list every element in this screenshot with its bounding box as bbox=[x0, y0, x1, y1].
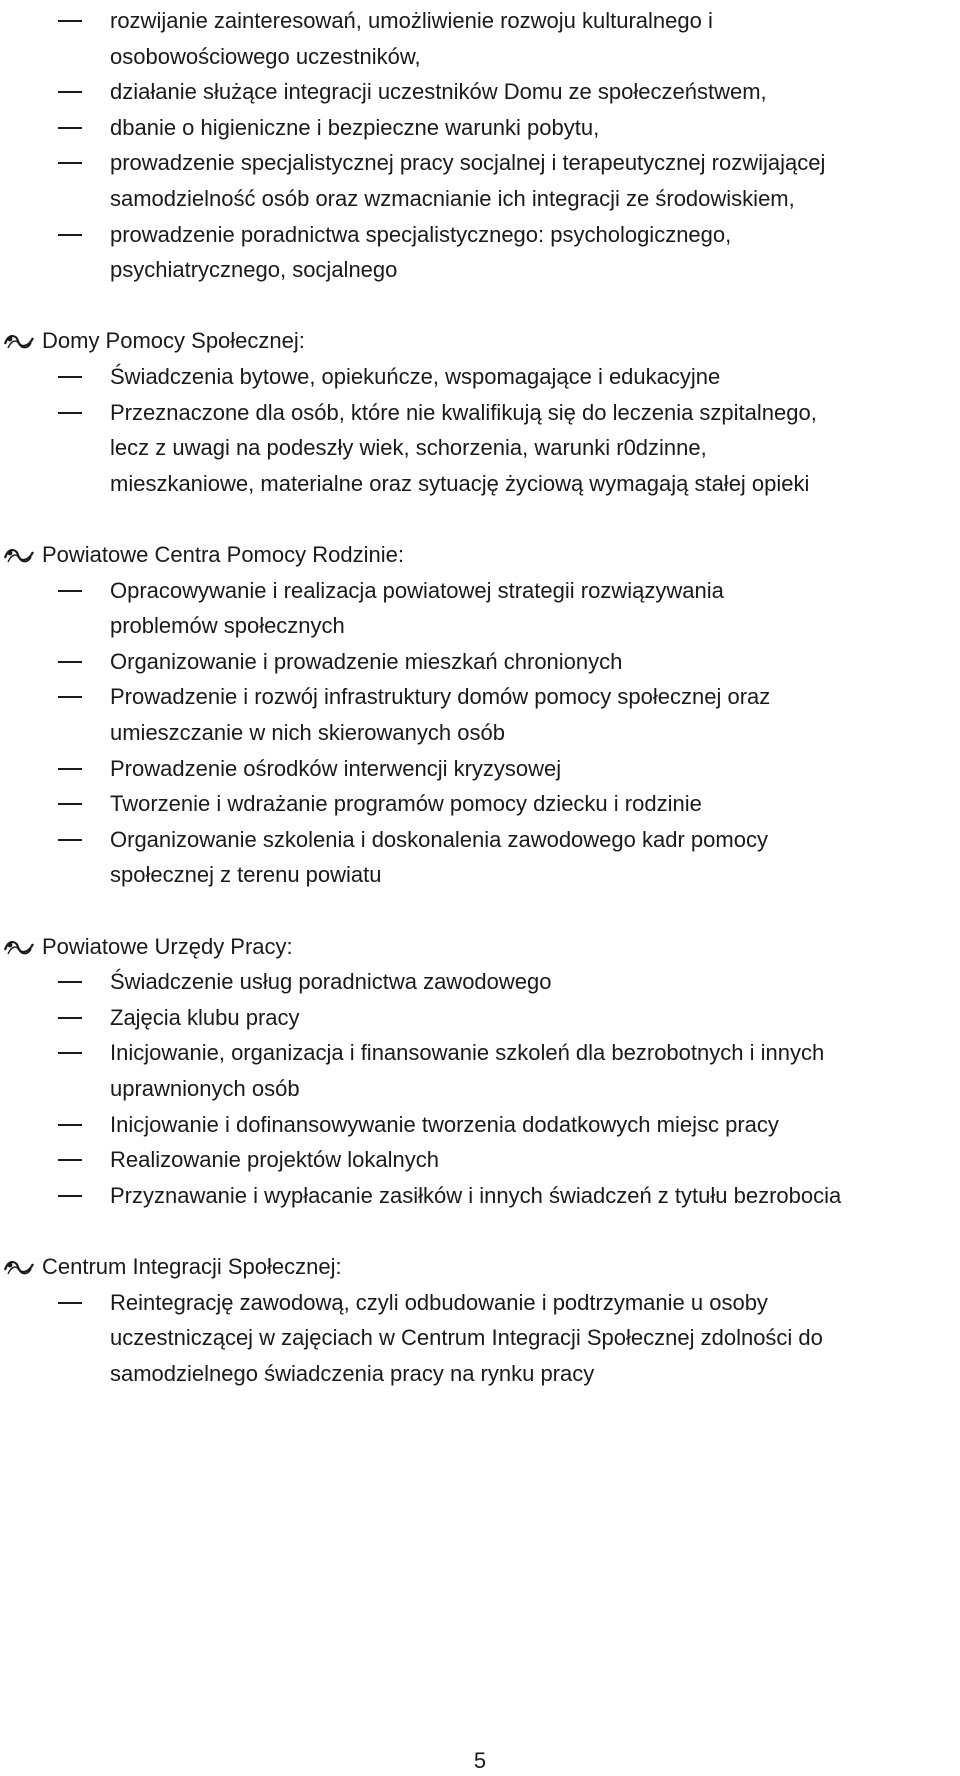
list-item-text: Przeznaczone dla osób, które nie kwalifikują się do leczenia szpitalnego, bbox=[110, 400, 817, 425]
list-dash-marker bbox=[58, 590, 82, 592]
section-title: Powiatowe Centra Pomocy Rodzinie: bbox=[42, 542, 404, 567]
list-item-line bbox=[0, 72, 960, 112]
list-dash-marker bbox=[58, 981, 82, 983]
list-item-line bbox=[0, 1176, 960, 1216]
scroll-ornament-icon bbox=[2, 330, 36, 352]
list-item-text: Inicjowanie i dofinansowywanie tworzenia dodatkowych miejsc pracy bbox=[110, 1112, 779, 1137]
list-dash-marker bbox=[58, 839, 82, 841]
list-item-line bbox=[0, 606, 960, 646]
list-dash-marker bbox=[58, 1017, 82, 1019]
section-heading bbox=[0, 535, 960, 575]
list-item-line bbox=[0, 1105, 960, 1145]
list-item-line bbox=[0, 642, 960, 682]
list-item-text: Przyznawanie i wypłacanie zasiłków i innych świadczeń z tytułu bezrobocia bbox=[110, 1183, 842, 1208]
list-dash-marker bbox=[58, 20, 82, 22]
list-item-text: prowadzenie poradnictwa specjalistycznego: psychologicznego, bbox=[110, 222, 732, 247]
list-dash-marker bbox=[58, 127, 82, 129]
list-dash-marker bbox=[58, 91, 82, 93]
scroll-ornament-icon bbox=[2, 544, 36, 566]
list-item-text: Zajęcia klubu pracy bbox=[110, 1005, 300, 1030]
list-item-line bbox=[0, 37, 960, 77]
list-dash-marker bbox=[58, 1052, 82, 1054]
list-item-line bbox=[0, 1033, 960, 1073]
list-item-continuation: społecznej z terenu powiatu bbox=[110, 862, 382, 887]
list-item-line bbox=[0, 962, 960, 1002]
list-item-text: Realizowanie projektów lokalnych bbox=[110, 1147, 439, 1172]
list-item-line bbox=[0, 713, 960, 753]
list-item-text: Prowadzenie ośrodków interwencji kryzysowej bbox=[110, 756, 562, 781]
list-item-line bbox=[0, 571, 960, 611]
list-item-line bbox=[0, 357, 960, 397]
list-item-continuation: osobowościowego uczestników, bbox=[110, 44, 421, 69]
list-dash-marker bbox=[58, 1302, 82, 1304]
list-item-continuation: samodzielnego świadczenia pracy na rynku pracy bbox=[110, 1361, 595, 1386]
list-item-continuation: uprawnionych osób bbox=[110, 1076, 300, 1101]
section-heading bbox=[0, 321, 960, 361]
list-item-continuation: psychiatrycznego, socjalnego bbox=[110, 257, 398, 282]
list-item-continuation: lecz z uwagi na podeszły wiek, schorzenia, warunki r0dzinne, bbox=[110, 435, 707, 460]
list-item-line bbox=[0, 1283, 960, 1323]
list-item-text: rozwijanie zainteresowań, umożliwienie rozwoju kulturalnego i bbox=[110, 8, 713, 33]
list-item-line bbox=[0, 250, 960, 290]
list-item-continuation: mieszkaniowe, materialne oraz sytuację życiową wymagają stałej opieki bbox=[110, 471, 810, 496]
list-item-line bbox=[0, 215, 960, 255]
list-item-text: działanie służące integracji uczestników Domu ze społeczeństwem, bbox=[110, 79, 767, 104]
list-item-continuation: umieszczanie w nich skierowanych osób bbox=[110, 720, 505, 745]
list-item-text: Świadczenie usług poradnictwa zawodowego bbox=[110, 969, 552, 994]
list-item-text: Inicjowanie, organizacja i finansowanie szkoleń dla bezrobotnych i innych bbox=[110, 1040, 825, 1065]
list-item-text: Organizowanie i prowadzenie mieszkań chronionych bbox=[110, 649, 623, 674]
list-item-line bbox=[0, 749, 960, 789]
list-dash-marker bbox=[58, 1124, 82, 1126]
list-item-line bbox=[0, 855, 960, 895]
list-item-text: dbanie o higieniczne i bezpieczne warunki pobytu, bbox=[110, 115, 600, 140]
list-dash-marker bbox=[58, 1195, 82, 1197]
section-heading bbox=[0, 1247, 960, 1287]
page-number: 5 bbox=[473, 1748, 487, 1773]
list-item-line bbox=[0, 179, 960, 219]
list-dash-marker bbox=[58, 234, 82, 236]
list-item-line bbox=[0, 998, 960, 1038]
list-dash-marker bbox=[58, 661, 82, 663]
list-item-line bbox=[0, 677, 960, 717]
list-item-line bbox=[0, 1069, 960, 1109]
list-item-text: Świadczenia bytowe, opiekuńcze, wspomagające i edukacyjne bbox=[110, 364, 721, 389]
list-item-line bbox=[0, 1354, 960, 1394]
list-item-text: Organizowanie szkolenia i doskonalenia zawodowego kadr pomocy bbox=[110, 827, 768, 852]
list-dash-marker bbox=[58, 1159, 82, 1161]
list-item-line bbox=[0, 1, 960, 41]
list-item-continuation: samodzielność osób oraz wzmacnianie ich integracji ze środowiskiem, bbox=[110, 186, 795, 211]
list-item-text: Tworzenie i wdrażanie programów pomocy dziecku i rodzinie bbox=[110, 791, 702, 816]
scroll-ornament-icon bbox=[2, 936, 36, 958]
list-item-continuation: uczestniczącej w zajęciach w Centrum Integracji Społecznej zdolności do bbox=[110, 1325, 823, 1350]
section-title: Centrum Integracji Społecznej: bbox=[42, 1254, 342, 1279]
list-dash-marker bbox=[58, 412, 82, 414]
list-item-line bbox=[0, 393, 960, 433]
list-item-line bbox=[0, 784, 960, 824]
list-item-line bbox=[0, 108, 960, 148]
list-dash-marker bbox=[58, 696, 82, 698]
list-item-line bbox=[0, 820, 960, 860]
list-item-text: prowadzenie specjalistycznej pracy socjalnej i terapeutycznej rozwijającej bbox=[110, 150, 826, 175]
list-dash-marker bbox=[58, 768, 82, 770]
section-title: Powiatowe Urzędy Pracy: bbox=[42, 934, 293, 959]
section-heading bbox=[0, 927, 960, 967]
list-item-text: Prowadzenie i rozwój infrastruktury domów pomocy społecznej oraz bbox=[110, 684, 771, 709]
list-dash-marker bbox=[58, 162, 82, 164]
list-dash-marker bbox=[58, 803, 82, 805]
list-dash-marker bbox=[58, 376, 82, 378]
section-title: Domy Pomocy Społecznej: bbox=[42, 328, 305, 353]
list-item-line bbox=[0, 464, 960, 504]
list-item-line bbox=[0, 1140, 960, 1180]
list-item-line bbox=[0, 1318, 960, 1358]
list-item-continuation: problemów społecznych bbox=[110, 613, 345, 638]
list-item-line bbox=[0, 143, 960, 183]
scroll-ornament-icon bbox=[2, 1256, 36, 1278]
list-item-text: Reintegrację zawodową, czyli odbudowanie i podtrzymanie u osoby bbox=[110, 1290, 768, 1315]
list-item-line bbox=[0, 428, 960, 468]
list-item-text: Opracowywanie i realizacja powiatowej strategii rozwiązywania bbox=[110, 578, 724, 603]
